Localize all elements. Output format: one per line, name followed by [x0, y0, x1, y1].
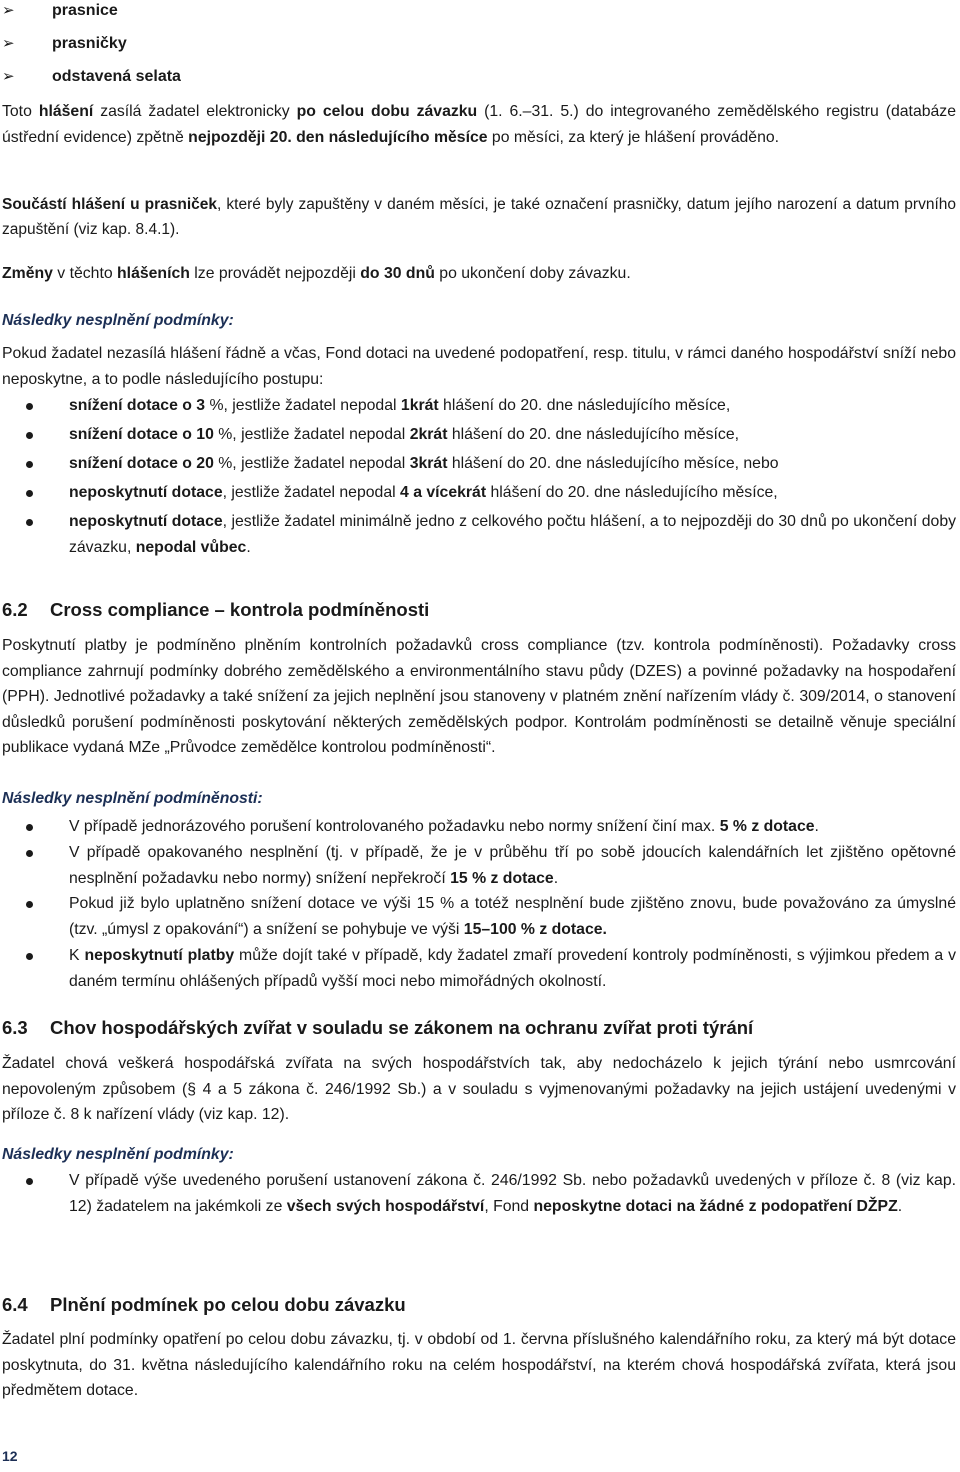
gilts-report-paragraph	[0, 193, 960, 242]
bullet-list-item	[0, 943, 960, 995]
text-run: Poskytnutí platby je podmíněno plněním kontrolních požadavků cross compliance (tzv. kontrola podmíněnosti). Požadavky cross compliance zahrnují podmínky dobrého zemědělského a environmentálního stavu půdy (DZES) a povinné požadavky na hospodaření (PPH). Jednotlivé požadavky a také snížení za jejich neplnění jsou stanoveny v platném znění nařízením vlády č. 309/2014, o stanovení důsledků porušení podmíněnosti poskytování některých zemědělských podpor. Kontrolám podmíněnosti se detailně věnuje speciální publikace vydaná MZe „Průvodce zemědělce kontrolou podmíněnosti“.	[2, 637, 956, 757]
bold-text-run: Součástí hlášení u prasniček	[2, 196, 218, 213]
report-changes-paragraph	[0, 261, 960, 287]
consequences-heading-1: Následky nesplnění podmínky:	[2, 312, 234, 329]
animal-category-label: prasnice	[52, 2, 118, 19]
bold-text-run: snížení dotace o 3	[69, 397, 206, 414]
bullet-dot-icon	[26, 953, 33, 960]
text-run: V případě výše uvedeného porušení ustanovení zákona č. 246/1992 Sb. nebo požadavků uvedených v příloze č. 8 (viz kap. 12) žadatelem na jakémkoli ze	[69, 1172, 956, 1215]
section-6-2-heading	[0, 597, 960, 623]
section-6-3-number: 6.3	[2, 1017, 28, 1038]
animal-category-label: odstavená selata	[52, 68, 181, 85]
welfare-list-section	[0, 1168, 960, 1220]
animal-category-item	[0, 60, 960, 93]
text-run: .	[814, 818, 819, 835]
animal-category-item	[0, 27, 960, 60]
text-run: (1. 6.–31. 5.) do integrovaného zemědělského registru (databáze ústřední evidence) zpětně	[2, 103, 956, 146]
text-run: hlášení do 20. dne následujícího měsíce,	[447, 425, 740, 443]
bullet-dot-icon	[26, 824, 33, 831]
animal-category-list-section	[0, 0, 960, 93]
bullet-list-item	[0, 1168, 960, 1220]
cross-compliance-paragraph	[0, 633, 960, 761]
section-6-4-number: 6.4	[2, 1294, 28, 1315]
text-run: , jestliže žadatel nepodal	[222, 483, 401, 501]
commitment-text	[0, 1327, 960, 1404]
reporting-paragraph	[0, 99, 960, 150]
bold-text-run: neposkytnutí dotace	[69, 512, 223, 530]
compliance-list	[0, 814, 960, 995]
bullet-dot-icon	[26, 850, 33, 857]
bullet-list-item	[0, 451, 960, 477]
reduction-intro-paragraph	[0, 341, 960, 392]
bullet-dot-icon	[26, 461, 33, 468]
text-run: hlášení do 20. dne následujícího měsíce, nebo	[447, 454, 779, 472]
section-6-3-heading-block	[0, 1015, 960, 1041]
text-run: %, jestliže žadatel nepodal	[205, 397, 401, 414]
bullet-list-item	[0, 840, 960, 892]
arrow-bullet-icon: ➢	[2, 35, 15, 52]
animal-category-label: prasničky	[52, 35, 127, 52]
bold-text-run: snížení dotace o 20	[69, 454, 214, 472]
consequences-heading-2: Následky nesplnění podmíněnosti:	[2, 790, 263, 807]
text-run: K	[69, 946, 85, 964]
bold-text-run: neposkytne dotaci na žádné z podopatření DŽPZ	[533, 1197, 898, 1215]
bold-text-run: 15–100 % z dotace.	[463, 921, 607, 939]
text-run: Pokud žadatel nezasílá hlášení řádně a včas, Fond dotaci na uvedené podopatření, resp. titulu, v rámci daného hospodářství sníží nebo neposkytne, a to podle následujícího postupu:	[2, 345, 956, 388]
bold-text-run: po celou dobu závazku	[296, 103, 478, 120]
text-run: .	[553, 869, 559, 887]
bold-text-run: 2krát	[409, 425, 448, 443]
consequences-heading-3: Následky nesplnění podmínky:	[2, 1146, 234, 1163]
text-run: Žadatel plní podmínky opatření po celou dobu závazku, tj. v období od 1. června příslušného kalendářního roku, za který má být dotace poskytnuta, do 31. května následujícího kalendářního roku na celém hospodářství, na kterém chová hospodářská zvířata, která jsou předmětem dotace.	[2, 1331, 956, 1400]
bold-text-run: hlášeních	[117, 265, 190, 282]
bold-text-run: Změny	[2, 265, 53, 282]
compliance-list-section	[0, 814, 960, 995]
bullet-dot-icon	[26, 432, 33, 439]
bullet-list-item	[0, 480, 960, 506]
reduction-list	[0, 393, 960, 561]
bullet-dot-icon	[26, 901, 33, 908]
bold-text-run: nepodal vůbec	[135, 538, 247, 556]
consequences-heading-1-block	[0, 308, 960, 334]
bold-text-run: hlášení	[38, 103, 94, 120]
bullet-list-item	[0, 891, 960, 943]
text-run: Toto	[2, 103, 39, 120]
bold-text-run: všech svých hospodářství	[286, 1197, 485, 1215]
bold-text-run: 15 % z dotace	[450, 869, 554, 887]
text-run: .	[897, 1197, 903, 1215]
bullet-list-item	[0, 393, 960, 419]
section-6-3-title: Chov hospodářských zvířat v souladu se zákonem na ochranu zvířat proti týrání	[50, 1017, 754, 1038]
consequences-heading-3-block	[0, 1142, 960, 1168]
reduction-intro-text	[0, 341, 960, 392]
arrow-bullet-icon: ➢	[2, 2, 15, 19]
animal-welfare-paragraph	[0, 1051, 960, 1128]
bullet-dot-icon	[26, 519, 33, 526]
text-run: Žadatel chová veškerá hospodářská zvířata na svých hospodářstvích tak, aby nedocházelo k jejich týrání nebo usmrcování nepovoleným způsobem (§ 4 a 5 zákona č. 246/1992 Sb.) a v souladu s vyjmenovanými požadavky na jejich ustájení uvedenými v příloze č. 8 k nařízení vlády (viz kap. 12).	[2, 1055, 956, 1124]
bullet-dot-icon	[26, 490, 33, 497]
bold-text-run: 1krát	[400, 397, 439, 414]
text-run: %, jestliže žadatel nepodal	[213, 454, 410, 472]
text-run: po měsíci, za který je hlášení prováděno.	[487, 128, 780, 146]
animal-welfare-text	[0, 1051, 960, 1128]
bold-text-run: do 30 dnů	[360, 265, 435, 282]
bold-text-run: 3krát	[409, 454, 448, 472]
reduction-list-section	[0, 393, 960, 564]
commitment-paragraph	[0, 1327, 960, 1404]
text-run: , které byly zapuštěny v daném měsíci, je také označení prasničky, datum jejího narození a datum prvního zapuštění (viz kap. 8.4.1).	[2, 196, 956, 238]
animal-category-list	[0, 0, 960, 93]
gilts-report-text	[0, 193, 960, 242]
cross-compliance-text	[0, 633, 960, 761]
section-6-2-number: 6.2	[2, 599, 28, 620]
text-run: po ukončení doby závazku.	[434, 265, 631, 282]
consequences-heading-2-block	[0, 786, 960, 812]
arrow-bullet-icon: ➢	[2, 68, 15, 85]
bullet-list-item	[0, 422, 960, 448]
bullet-list-item	[0, 814, 960, 840]
reporting-text	[0, 99, 960, 150]
text-run: může dojít také v případě, kdy žadatel zmaří provedení kontroly podmíněnosti, s výjimkou předem a v daném termínu ohlášených případů vyšší moci nebo mimořádných okolností.	[69, 946, 956, 990]
page-number: 12	[2, 1448, 18, 1464]
text-run: .	[246, 538, 251, 556]
text-run: , jestliže žadatel minimálně jedno z celkového počtu hlášení, a to nejpozději do 30 dnů po ukončení doby závazku,	[69, 512, 957, 556]
text-run: V případě opakovaného nesplnění (tj. v případě, že je v průběhu tří po sobě jdoucích kalendářních let zjištěno opětovné nesplnění požadavku nebo normy) snížení nepřekročí	[69, 843, 956, 887]
text-run: lze provádět nejpozději	[189, 265, 361, 282]
text-run: hlášení do 20. dne následujícího měsíce,	[486, 483, 778, 501]
bold-text-run: 4 a vícekrát	[400, 483, 487, 501]
bold-text-run: 5 % z dotace	[719, 818, 815, 835]
text-run: v těchto	[52, 265, 118, 282]
text-run: hlášení do 20. dne následujícího měsíce,	[438, 397, 731, 414]
animal-category-item	[0, 0, 960, 27]
bold-text-run: neposkytnutí dotace	[69, 483, 223, 501]
bold-text-run: nejpozději 20. den následujícího měsíce	[188, 128, 488, 146]
text-run: V případě jednorázového porušení kontrolovaného požadavku nebo normy snížení činí max.	[69, 818, 720, 835]
bullet-dot-icon	[26, 1178, 33, 1185]
text-run: Pokud již bylo uplatněno snížení dotace ve výši 15 % a totéž nesplnění bude zjištěno znovu, bude považováno za úmyslné (tzv. „úmysl z opakování“) a snížení se pohybuje ve výši	[69, 895, 956, 939]
bullet-dot-icon	[26, 403, 33, 410]
text-run: zasílá žadatel elektronicky	[93, 103, 297, 120]
report-changes-text	[0, 261, 960, 287]
text-run: , Fond	[484, 1197, 534, 1215]
text-run: %, jestliže žadatel nepodal	[213, 425, 410, 443]
welfare-list	[0, 1168, 960, 1220]
section-6-2-title: Cross compliance – kontrola podmíněnosti	[50, 599, 430, 620]
bold-text-run: neposkytnutí platby	[84, 946, 235, 964]
section-6-4-heading-block	[0, 1292, 960, 1318]
bold-text-run: snížení dotace o 10	[69, 425, 214, 443]
bullet-list-item	[0, 509, 960, 561]
section-6-4-title: Plnění podmínek po celou dobu závazku	[50, 1294, 406, 1315]
